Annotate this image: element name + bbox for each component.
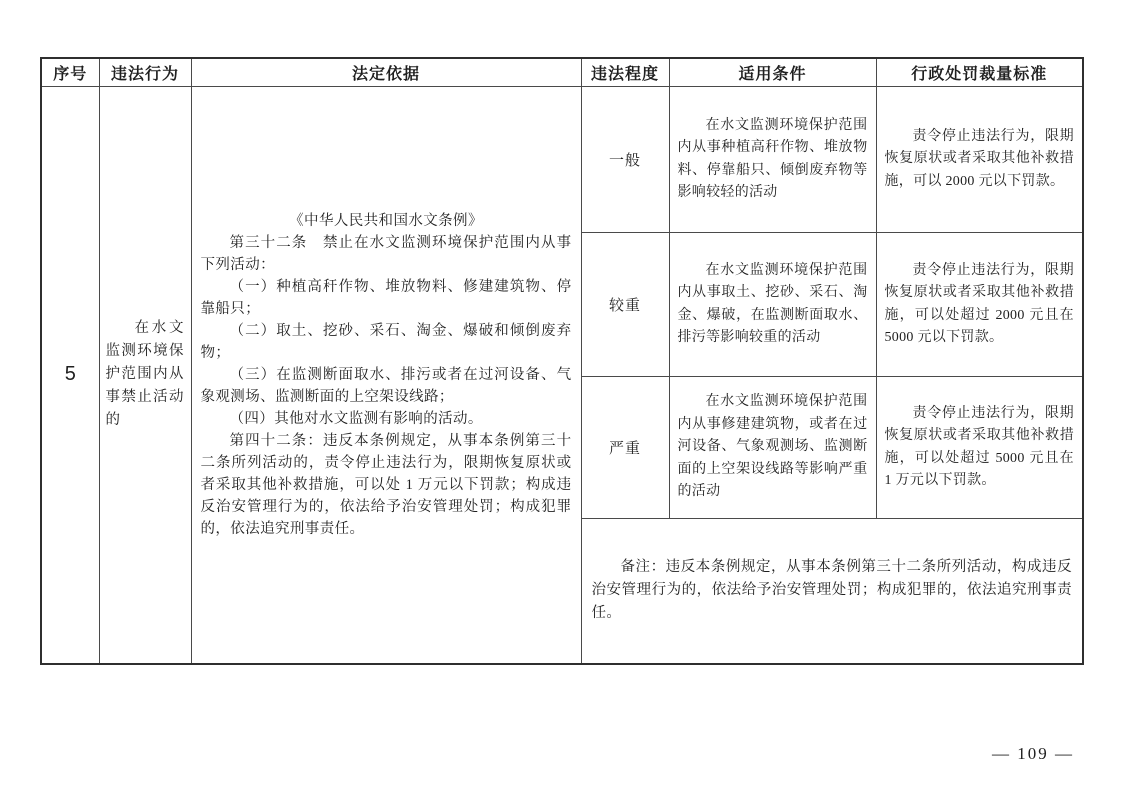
severity-level-cell: 严重 [581,377,669,519]
legal-basis-paragraph: 第三十二条 禁止在水文监测环境保护范围内从事下列活动： [200,234,572,273]
header-cell-basis: 法定依据 [191,58,581,87]
header-cell-behavior: 违法行为 [99,58,191,87]
standard-cell [876,233,1083,377]
legal-basis-paragraph: （一）种植高秆作物、堆放物料、修建建筑物、停靠船只； [200,278,572,317]
standard-cell [876,377,1083,519]
severity-row-general [41,87,1083,233]
violation-behavior-cell [99,87,191,664]
condition-cell [669,377,876,519]
legal-basis-paragraph: （二）取土、挖砂、采石、淘金、爆破和倾倒废弃物； [200,322,572,361]
legal-basis-paragraph: （四）其他对水文监测有影响的活动。 [229,410,483,427]
legal-basis-paragraph: （三）在监测断面取水、排污或者在过河设备、气象观测场、监测断面的上空架设线路； [200,366,572,405]
penalty-discretion-table [40,57,1084,665]
remark-cell [581,519,1083,664]
table-header-row [41,58,1083,87]
standard-text: 责令停止违法行为，限期恢复原状或者采取其他补救措施，可以处超过 5000 元且在 1 万元以下罚款。 [884,405,1074,488]
page-number: — 109 — [992,744,1074,763]
standard-text: 责令停止违法行为，限期恢复原状或者采取其他补救措施，可以处超过 2000 元且在 5000 元以下罚款。 [884,262,1074,345]
remark-text: 备注：违反本条例规定，从事本条例第三十二条所列活动，构成违反治安管理行为的，依法给予治安管理处罚；构成犯罪的，依法追究刑事责任。 [591,559,1072,622]
header-cell-condition: 适用条件 [669,58,876,87]
legal-basis-paragraph: 第四十二条：违反本条例规定，从事本条例第三十二条所列活动的，责令停止违法行为，限期恢复原状或者采取其他补救措施，可以处 1 万元以下罚款；构成违反治安管理行为的，依法给予治安管理处罚；构成犯罪的，依法追究刑事责任。 [200,432,572,537]
severity-level-cell: 一般 [581,87,669,233]
condition-cell [669,87,876,233]
condition-text: 在水文监测环境保护范围内从事取土、挖砂、采石、淘金、爆破，在监测断面取水、排污等影响较重的活动 [677,262,868,345]
legal-basis-title: 《中华人民共和国水文条例》 [289,212,483,229]
condition-cell [669,233,876,377]
header-cell-level: 违法程度 [581,58,669,87]
condition-text: 在水文监测环境保护范围内从事修建建筑物，或者在过河设备、气象观测场、监测断面的上空架设线路等影响严重的活动 [677,394,868,500]
seq-cell: 5 [41,87,99,664]
violation-behavior-text: 在水文监测环境保护范围内从事禁止活动的 [105,320,185,429]
standard-cell [876,87,1083,233]
standard-text: 责令停止违法行为，限期恢复原状或者采取其他补救措施，可以 2000 元以下罚款。 [884,128,1074,189]
header-cell-seq: 序号 [41,58,99,87]
severity-level-cell: 较重 [581,233,669,377]
header-cell-standard: 行政处罚裁量标准 [876,58,1083,87]
condition-text: 在水文监测环境保护范围内从事种植高秆作物、堆放物料、停靠船只、倾倒废弃物等影响较轻的活动 [677,117,868,200]
legal-basis-cell [191,87,581,664]
